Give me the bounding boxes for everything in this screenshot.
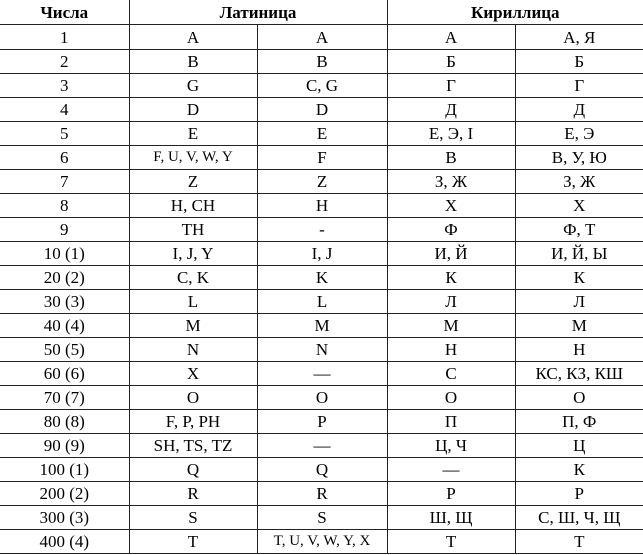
latin-cell-2: M [257,314,387,338]
cyrillic-cell-1: Л [387,290,515,314]
cyrillic-cell-2: К [515,458,643,482]
cyrillic-cell-2: Ц [515,434,643,458]
table-row [0,314,643,338]
latin-cell-2: B [257,50,387,74]
latin-cell-2: T, U, V, W, Y, X [257,530,387,554]
header-cyrillic: Кириллица [387,0,643,25]
cyrillic-cell-1: П [387,410,515,434]
table-row [0,434,643,458]
cyrillic-cell-1: — [387,458,515,482]
latin-cell-1: R [129,482,257,506]
cyrillic-cell-2: К [515,266,643,290]
latin-cell-1: G [129,74,257,98]
table-row [0,74,643,98]
number-cell: 5 [0,122,129,146]
number-cell: 100 (1) [0,458,129,482]
number-cell: 2 [0,50,129,74]
cyrillic-cell-2: П, Ф [515,410,643,434]
cyrillic-cell-1: В [387,146,515,170]
table-row [0,362,643,386]
number-cell: 80 (8) [0,410,129,434]
number-cell: 6 [0,146,129,170]
number-cell: 50 (5) [0,338,129,362]
latin-cell-1: C, K [129,266,257,290]
cyrillic-cell-2: Р [515,482,643,506]
latin-cell-1: E [129,122,257,146]
latin-cell-1: L [129,290,257,314]
cyrillic-cell-1: Ф [387,218,515,242]
number-cell: 4 [0,98,129,122]
cyrillic-cell-1: А [387,25,515,50]
number-cell: 8 [0,194,129,218]
latin-cell-1: F, U, V, W, Y [129,146,257,170]
table-row [0,242,643,266]
cyrillic-cell-2: Е, Э [515,122,643,146]
latin-cell-1: Q [129,458,257,482]
table-row [0,458,643,482]
latin-cell-2: - [257,218,387,242]
number-cell: 70 (7) [0,386,129,410]
cyrillic-cell-2: В, У, Ю [515,146,643,170]
cyrillic-cell-1: Д [387,98,515,122]
latin-cell-2: O [257,386,387,410]
latin-cell-1: F, P, PH [129,410,257,434]
latin-cell-1: Z [129,170,257,194]
latin-cell-2: A [257,25,387,50]
latin-cell-1: T [129,530,257,554]
latin-cell-2: Z [257,170,387,194]
table-row [0,170,643,194]
number-cell: 10 (1) [0,242,129,266]
cyrillic-cell-2: Г [515,74,643,98]
latin-cell-1: N [129,338,257,362]
latin-cell-1: I, J, Y [129,242,257,266]
table-row [0,386,643,410]
cyrillic-cell-2: О [515,386,643,410]
table-row [0,122,643,146]
cyrillic-cell-2: Л [515,290,643,314]
table-row [0,530,643,554]
cyrillic-cell-1: Х [387,194,515,218]
latin-cell-2: D [257,98,387,122]
number-cell: 300 (3) [0,506,129,530]
latin-cell-2: — [257,434,387,458]
cyrillic-cell-1: О [387,386,515,410]
latin-cell-1: O [129,386,257,410]
table-row [0,482,643,506]
cyrillic-cell-2: И, Й, Ы [515,242,643,266]
cyrillic-cell-1: Н [387,338,515,362]
latin-cell-2: N [257,338,387,362]
table-row [0,218,643,242]
cyrillic-cell-1: М [387,314,515,338]
table-row [0,25,643,50]
latin-cell-2: F [257,146,387,170]
cyrillic-cell-1: Ц, Ч [387,434,515,458]
cyrillic-cell-2: Д [515,98,643,122]
cyrillic-cell-2: КС, КЗ, КШ [515,362,643,386]
latin-cell-2: C, G [257,74,387,98]
latin-cell-1: M [129,314,257,338]
cyrillic-cell-1: Б [387,50,515,74]
number-cell: 9 [0,218,129,242]
latin-cell-1: H, CH [129,194,257,218]
cyrillic-cell-1: К [387,266,515,290]
table-row [0,194,643,218]
number-cell: 60 (6) [0,362,129,386]
cyrillic-cell-2: Х [515,194,643,218]
cyrillic-cell-2: Т [515,530,643,554]
cyrillic-cell-2: Ф, Т [515,218,643,242]
header-row [0,0,643,25]
cyrillic-cell-1: Е, Э, I [387,122,515,146]
cyrillic-cell-2: С, Ш, Ч, Щ [515,506,643,530]
table-row [0,266,643,290]
number-cell: 90 (9) [0,434,129,458]
cyrillic-cell-1: Г [387,74,515,98]
cyrillic-cell-2: З, Ж [515,170,643,194]
latin-cell-2: L [257,290,387,314]
number-cell: 200 (2) [0,482,129,506]
cyrillic-cell-2: Н [515,338,643,362]
cyrillic-cell-2: Б [515,50,643,74]
table-row [0,338,643,362]
latin-cell-2: — [257,362,387,386]
number-cell: 7 [0,170,129,194]
number-cell: 20 (2) [0,266,129,290]
table-row [0,50,643,74]
table-body [0,25,643,554]
cyrillic-cell-1: Р [387,482,515,506]
cyrillic-cell-2: А, Я [515,25,643,50]
number-cell: 3 [0,74,129,98]
latin-cell-2: H [257,194,387,218]
header-numbers: Числа [0,0,129,25]
latin-cell-1: D [129,98,257,122]
cyrillic-cell-1: С [387,362,515,386]
latin-cell-2: K [257,266,387,290]
table-row [0,146,643,170]
latin-cell-2: R [257,482,387,506]
latin-cell-1: TH [129,218,257,242]
latin-cell-1: S [129,506,257,530]
latin-cell-1: A [129,25,257,50]
latin-cell-1: B [129,50,257,74]
table-row [0,410,643,434]
latin-cell-2: S [257,506,387,530]
latin-cell-2: E [257,122,387,146]
cyrillic-cell-2: М [515,314,643,338]
table-row [0,98,643,122]
table-row [0,290,643,314]
cyrillic-cell-1: Ш, Щ [387,506,515,530]
cyrillic-cell-1: Т [387,530,515,554]
number-cell: 30 (3) [0,290,129,314]
number-cell: 400 (4) [0,530,129,554]
latin-cell-2: P [257,410,387,434]
latin-cell-1: SH, TS, TZ [129,434,257,458]
latin-cell-2: Q [257,458,387,482]
cyrillic-cell-1: З, Ж [387,170,515,194]
latin-cell-2: I, J [257,242,387,266]
header-latin: Латиница [129,0,387,25]
table-row [0,506,643,530]
cyrillic-cell-1: И, Й [387,242,515,266]
latin-cell-1: X [129,362,257,386]
number-cell: 1 [0,25,129,50]
number-cell: 40 (4) [0,314,129,338]
